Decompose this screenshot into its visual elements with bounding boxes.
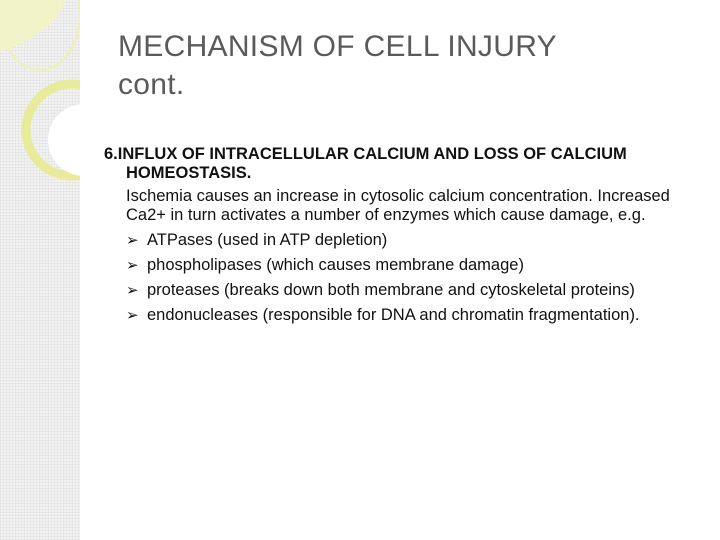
title-line-2: cont. xyxy=(118,68,185,101)
list-item xyxy=(126,231,704,250)
list-item-text: proteases (breaks down both membrane and cytoskeletal proteins) xyxy=(147,281,635,299)
list-item-text: ATPases (used in ATP depletion) xyxy=(147,231,388,249)
list-item xyxy=(126,306,704,325)
arrow-bullet-icon: ➢ xyxy=(126,306,139,324)
arrow-bullet-icon: ➢ xyxy=(126,256,139,274)
list-item xyxy=(126,256,704,275)
title-line-1: MECHANISM OF CELL INJURY xyxy=(118,30,557,63)
list-item-text: phospholipases (which causes membrane damage) xyxy=(147,256,524,274)
list-item xyxy=(126,281,704,300)
body-paragraph: Ischemia causes an increase in cytosolic calcium concentration. Increased Ca2+ in turn activates a number of enzymes which cause damage, e.g. xyxy=(126,187,670,224)
slide-title xyxy=(118,28,698,104)
list-item-text: endonucleases (responsible for DNA and chromatin fragmentation). xyxy=(147,306,640,324)
enzyme-list xyxy=(104,231,704,325)
deco-ring-mask xyxy=(48,104,80,176)
decorative-rings-icon xyxy=(0,0,80,200)
arrow-bullet-icon: ➢ xyxy=(126,231,139,249)
section-heading: 6.INFLUX OF INTRACELLULAR CALCIUM AND LOSS OF CALCIUM HOMEOSTASIS. xyxy=(104,145,627,182)
deco-leaf xyxy=(0,0,66,52)
arrow-bullet-icon: ➢ xyxy=(126,281,139,299)
slide-body xyxy=(104,145,704,325)
